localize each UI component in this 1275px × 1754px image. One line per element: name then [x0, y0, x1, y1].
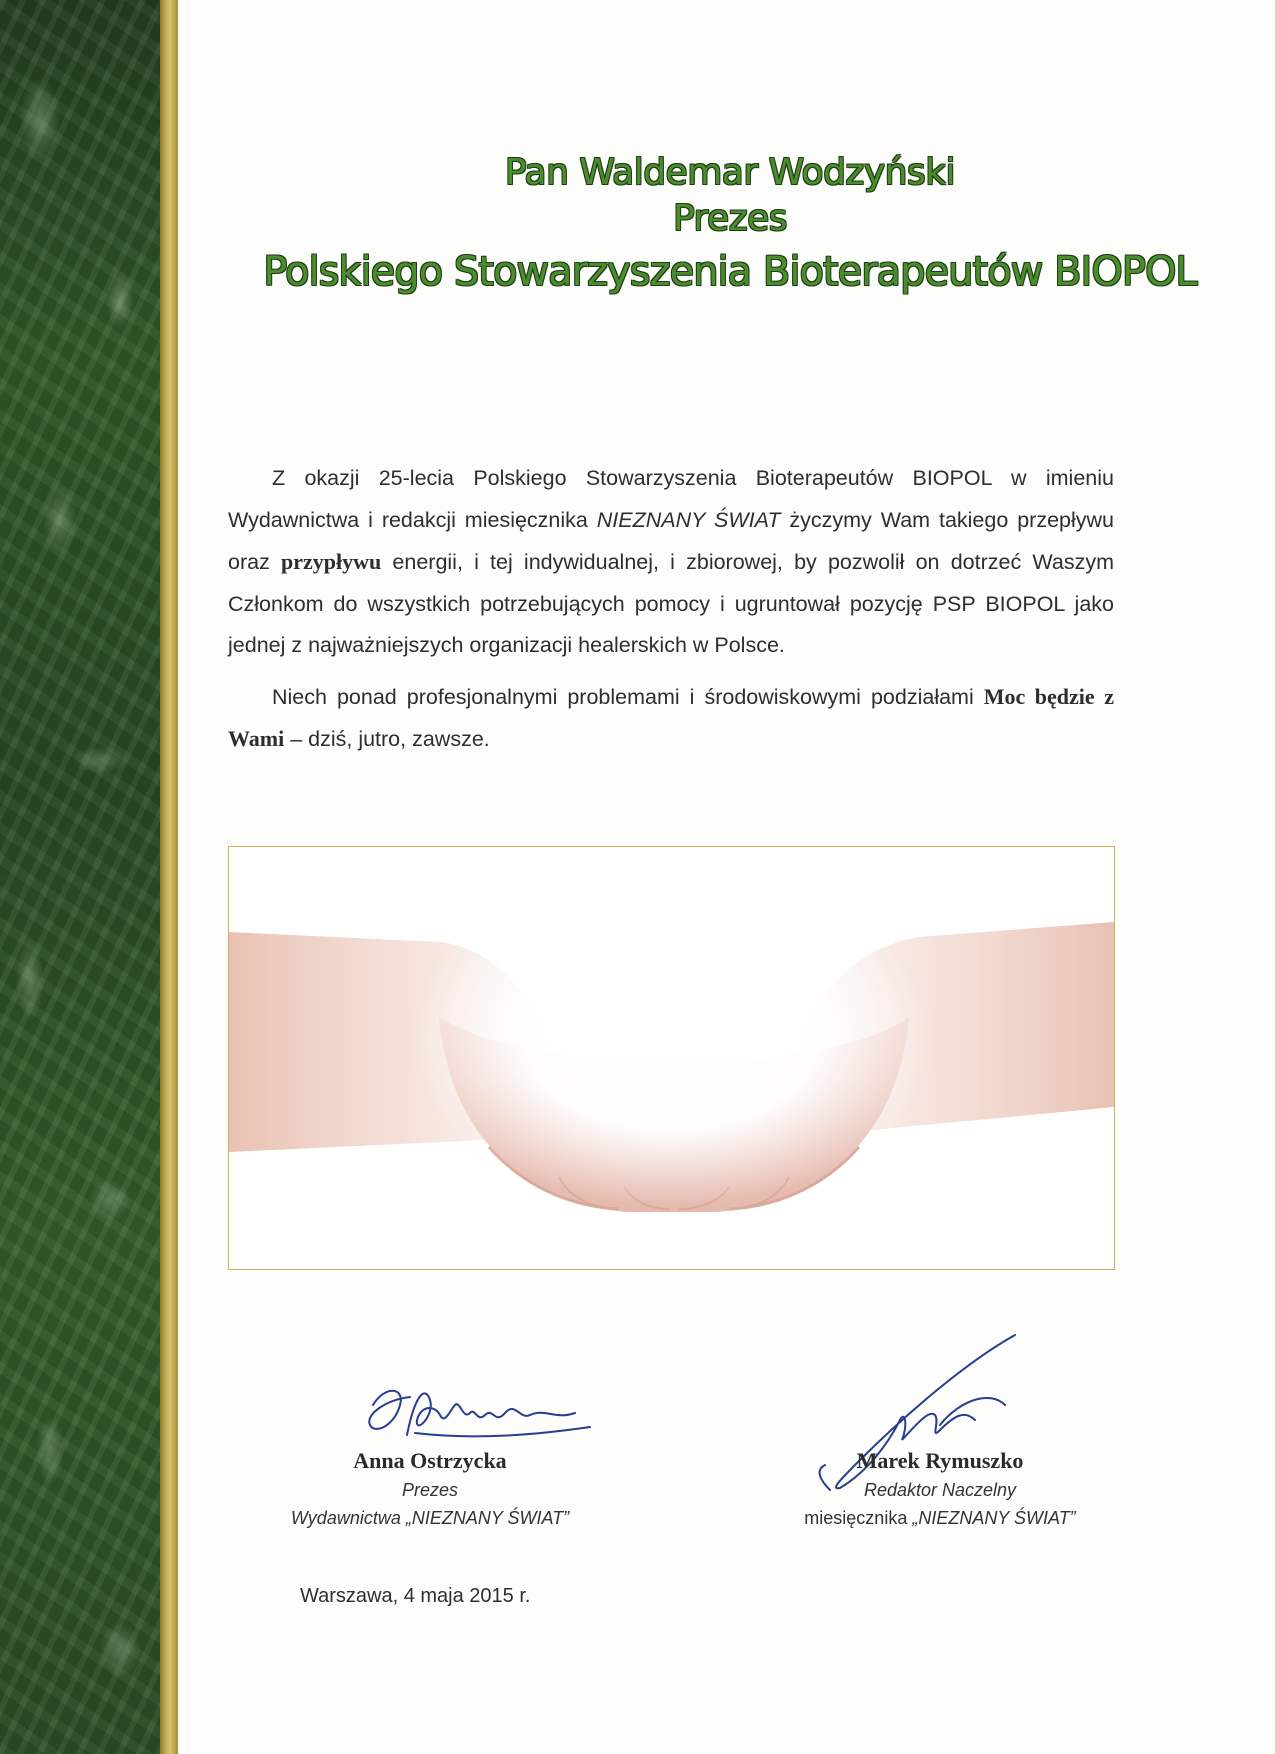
signatory-right-role: Redaktor Naczelny	[863, 1480, 1017, 1500]
signatory-left-organization	[250, 1504, 610, 1532]
p1-bold-word: przypływu	[281, 549, 382, 574]
paragraph-2	[228, 676, 1114, 761]
signature-block-left	[250, 1446, 610, 1532]
left-org-name: „NIEZNANY ŚWIAT”	[405, 1508, 570, 1528]
hands-illustration	[229, 847, 1114, 1269]
p2-bold-phrase: Moc będzie z Wami	[228, 683, 1114, 751]
signatory-right-organization	[745, 1504, 1135, 1532]
p2-text-a: Niech ponad profesjonalnymi problemami i środowiskowymi podziałami	[272, 684, 984, 709]
letter-body	[228, 458, 1114, 761]
header	[200, 150, 1260, 302]
signature-block-right	[745, 1446, 1135, 1532]
p1-text-a: Z okazji 25-lecia Polskiego Stowarzyszenia Bioterapeutów BIOPOL w imieniu Wydawnictwa i redakcji miesięcznika	[228, 466, 1114, 532]
signatory-left-name: Anna Ostrzycka	[353, 1448, 507, 1473]
recipient-title: Prezes	[672, 198, 788, 239]
p2-text-b: – dziś, jutro, zawsze.	[284, 727, 490, 751]
p1-text-c: energii, i tej indywidualnej, i zbiorowej, by pozwolił on dotrzeć Waszym Członkom do wszystkich potrzebujących pomocy i ugruntował pozycję PSP BIOPOL jako jednej z najważniejszych organizacji healerskich w Polsce.	[228, 550, 1114, 657]
signature-left	[355, 1375, 605, 1455]
signatory-left-role: Prezes	[401, 1480, 459, 1500]
gold-stripe	[160, 0, 178, 1754]
cupped-hands-image	[228, 846, 1115, 1270]
p1-magazine-name: NIEZNANY ŚWIAT	[596, 507, 781, 532]
marble-border	[0, 0, 160, 1754]
recipient-name: Pan Waldemar Wodzyński	[504, 152, 956, 193]
recipient-organization: Polskiego Stowarzyszenia Bioterapeutów BIOPOL	[263, 249, 1197, 295]
left-org-prefix: Wydawnictwa	[290, 1508, 406, 1528]
place-and-date: Warszawa, 4 maja 2015 r.	[300, 1585, 531, 1607]
p1-text-b: życzymy Wam takiego przepływu oraz	[228, 507, 1115, 574]
right-org-prefix: miesięcznika	[804, 1508, 913, 1528]
signatory-right-name: Marek Rymuszko	[856, 1448, 1024, 1473]
paragraph-1	[228, 458, 1114, 667]
right-org-name: „NIEZNANY ŚWIAT”	[912, 1508, 1076, 1528]
